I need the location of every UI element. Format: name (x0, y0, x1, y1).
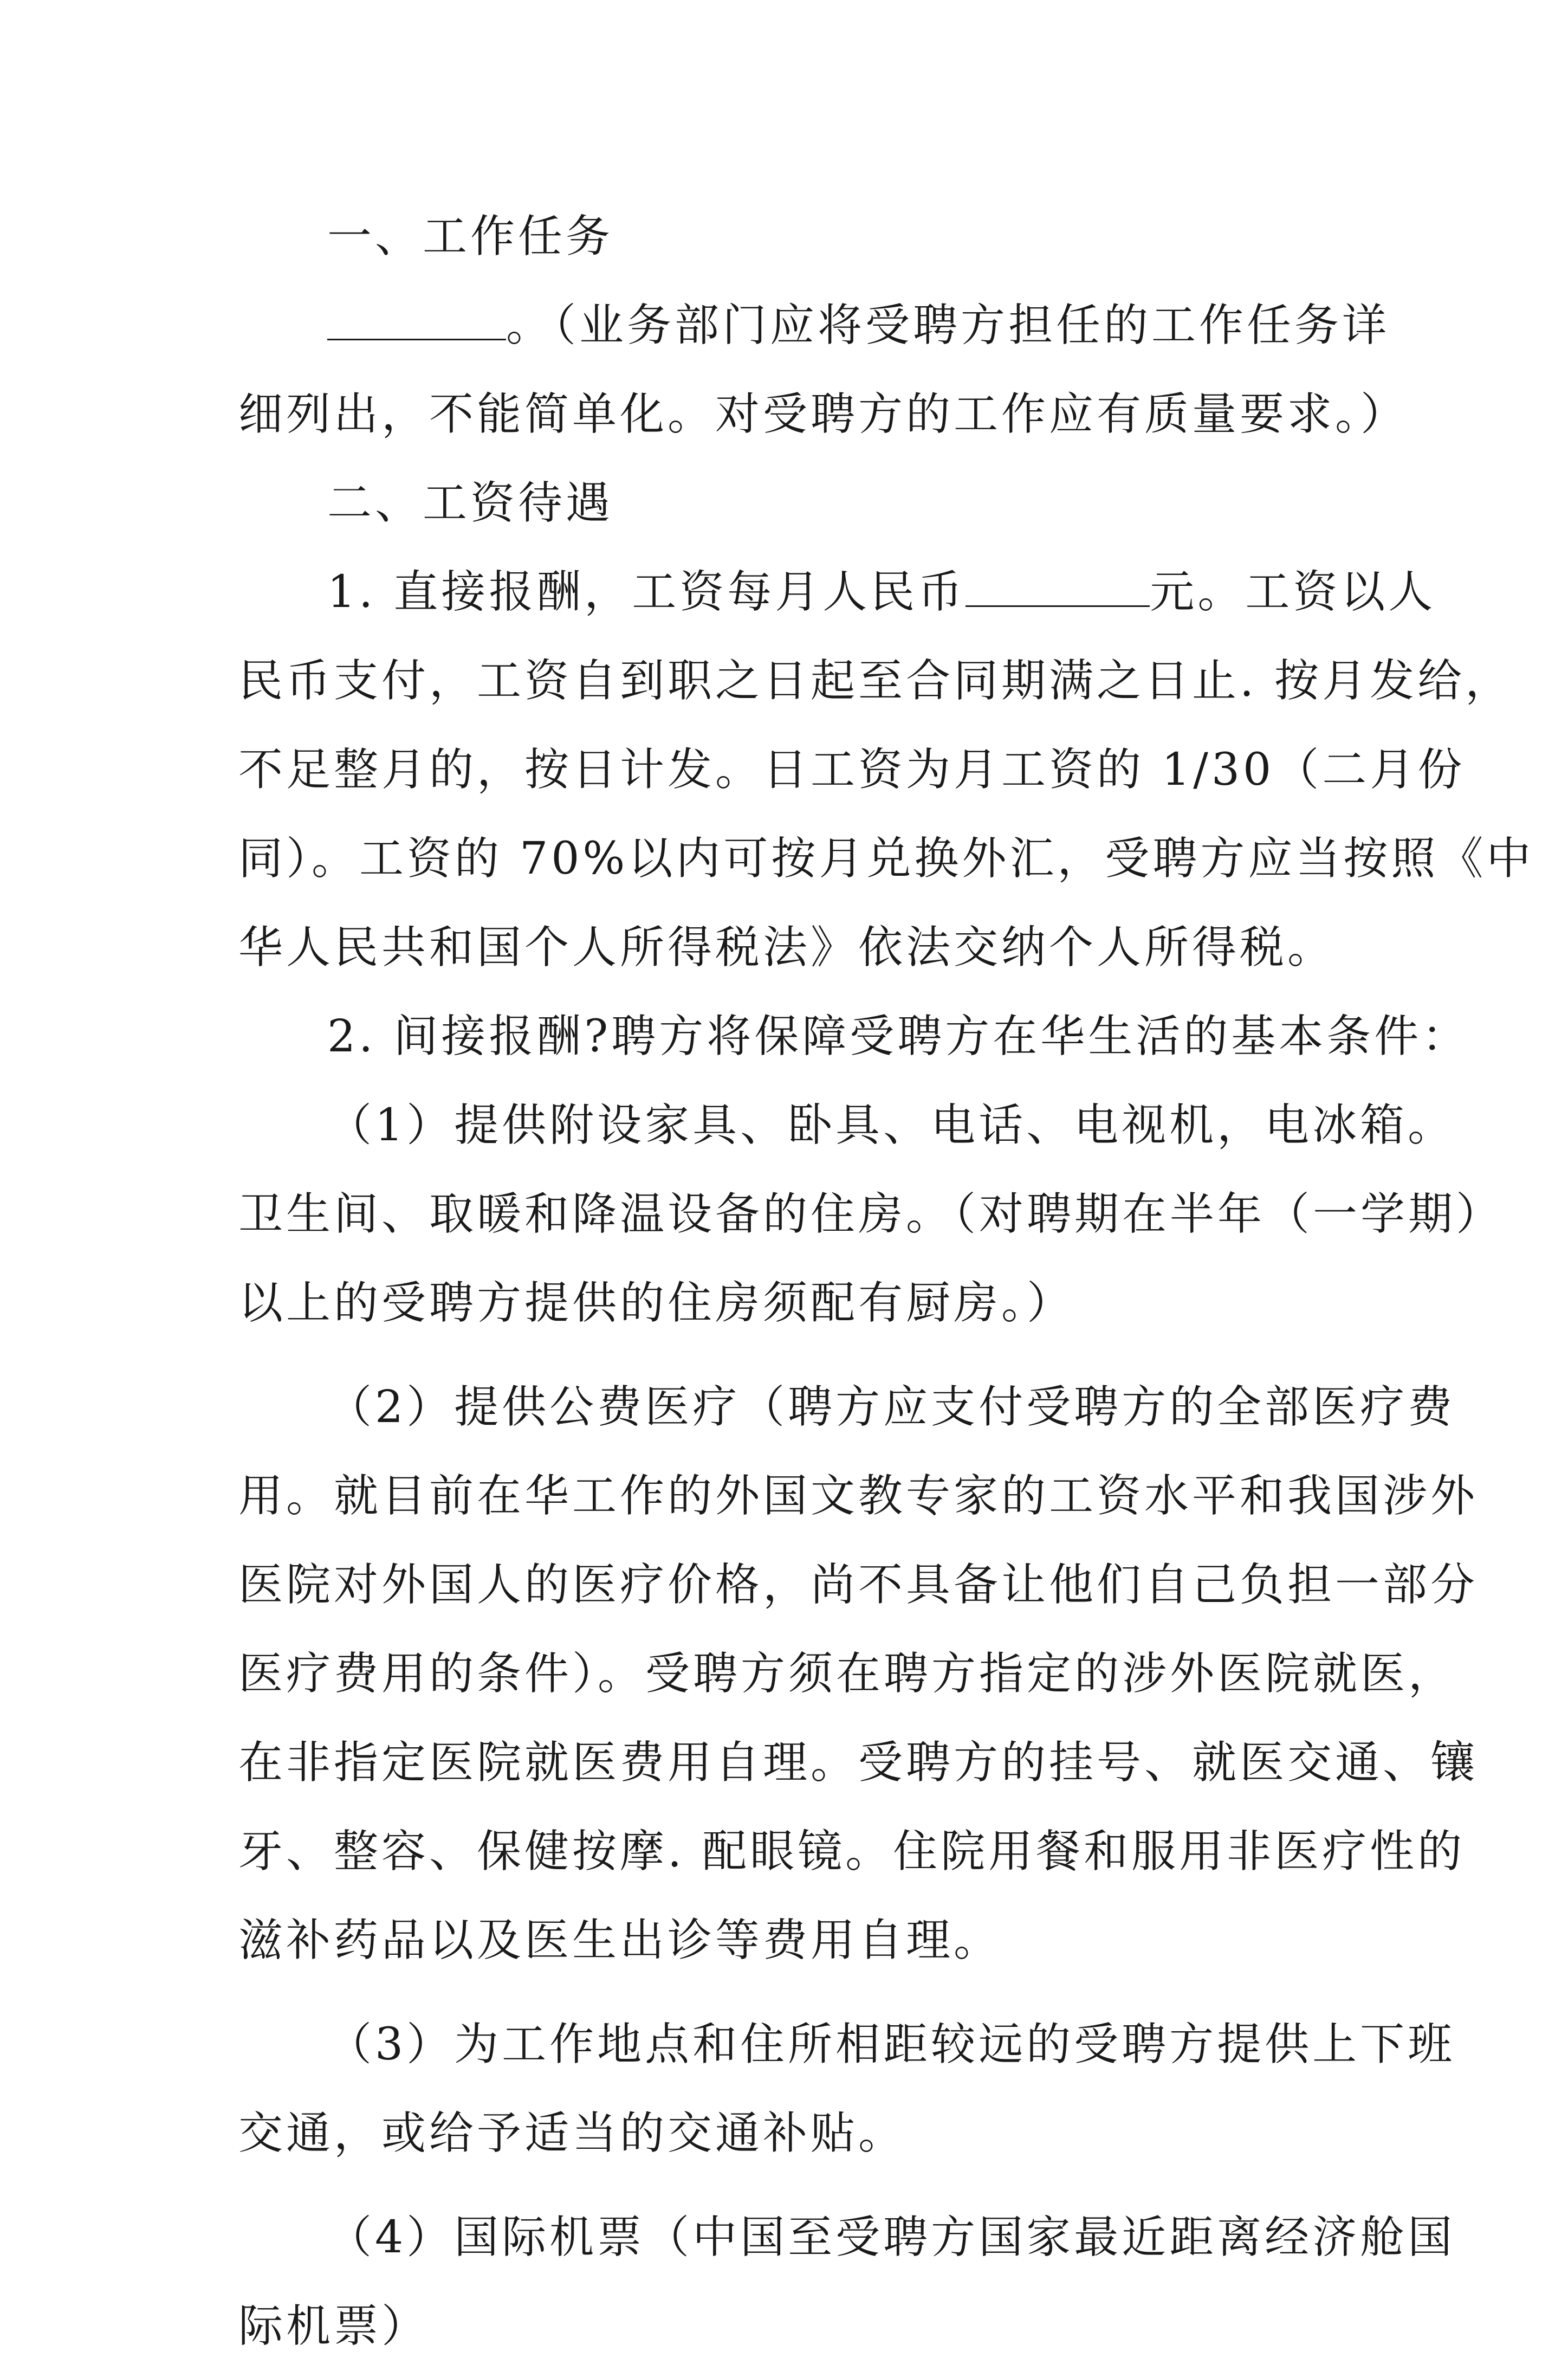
item-2-line-1: （2）提供公费医疗（聘方应支付受聘方的全部医疗费 (327, 1381, 1456, 1433)
item-2-line-7: 滋补药品以及医生出诊等费用自理。 (238, 1915, 1002, 1966)
salary-direct-text-a: 1. 直接报酬，工资每月人民币 (327, 566, 966, 618)
item-3-line-1: （3）为工作地点和住所相距较远的受聘方提供上下班 (327, 2019, 1456, 2070)
item-1-line-3: 以上的受聘方提供的住房须配有厨房。） (238, 1277, 1075, 1329)
item-2-line-2: 用。就目前在华工作的外国文教专家的工资水平和我国涉外 (238, 1470, 1479, 1522)
salary-indirect-line-1: 2. 间接报酬?聘方将保障受聘方在华生活的基本条件： (327, 1011, 1470, 1062)
item-4-line-1: （4）国际机票（中国至受聘方国家最近距离经济舱国 (327, 2212, 1456, 2263)
salary-direct-line-2: 民币支付，工资自到职之日起至合同期满之日止. 按月发给， (238, 655, 1513, 707)
salary-direct-line-3: 不足整月的，按日计发。日工资为月工资的 1/30（二月份 (238, 744, 1466, 796)
salary-direct-line-4: 同）。工资的 70%以内可按月兑换外汇，受聘方应当按照《中 (238, 833, 1534, 884)
item-2-line-3: 医院对外国人的医疗价格，尚不具备让他们自己负担一部分 (238, 1559, 1479, 1611)
section-heading-salary: 二、工资待遇 (327, 477, 614, 529)
item-1-line-2: 卫生间、取暖和降温设备的住房。（对聘期在半年（一学期） (238, 1188, 1504, 1240)
item-3-line-2: 交通，或给予适当的交通补贴。 (238, 2108, 906, 2159)
document-page (238, 192, 1534, 2371)
fill-in-blank-salary-amount[interactable] (966, 573, 1150, 607)
item-1-line-1: （1）提供附设家具、卧具、电话、电视机，电冰箱。 (327, 1100, 1456, 1151)
salary-direct-text-b: 元。工资以人 (1150, 566, 1436, 618)
salary-direct-line-1 (238, 548, 1436, 637)
item-2-line-5: 在非指定医院就医费用自理。受聘方的挂号、就医交通、镶 (238, 1737, 1479, 1788)
item-2-line-6: 牙、整容、保健按摩. 配眼镜。住院用餐和服用非医疗性的 (238, 1826, 1466, 1877)
work-tasks-line-1 (238, 281, 1390, 370)
item-2-line-4: 医疗费用的条件）。受聘方须在聘方指定的涉外医院就医， (238, 1648, 1456, 1700)
work-tasks-line-2: 细列出，不能简单化。对受聘方的工作应有质量要求。） (238, 389, 1409, 440)
work-tasks-text: 。（业务部门应将受聘方担任的工作任务详 (506, 300, 1390, 351)
section-heading-work-tasks: 一、工作任务 (327, 211, 614, 262)
fill-in-blank-tasks[interactable] (327, 306, 506, 340)
salary-direct-line-5: 华人民共和国个人所得税法》依法交纳个人所得税。 (238, 922, 1336, 973)
item-4-line-2: 际机票） (238, 2301, 430, 2352)
